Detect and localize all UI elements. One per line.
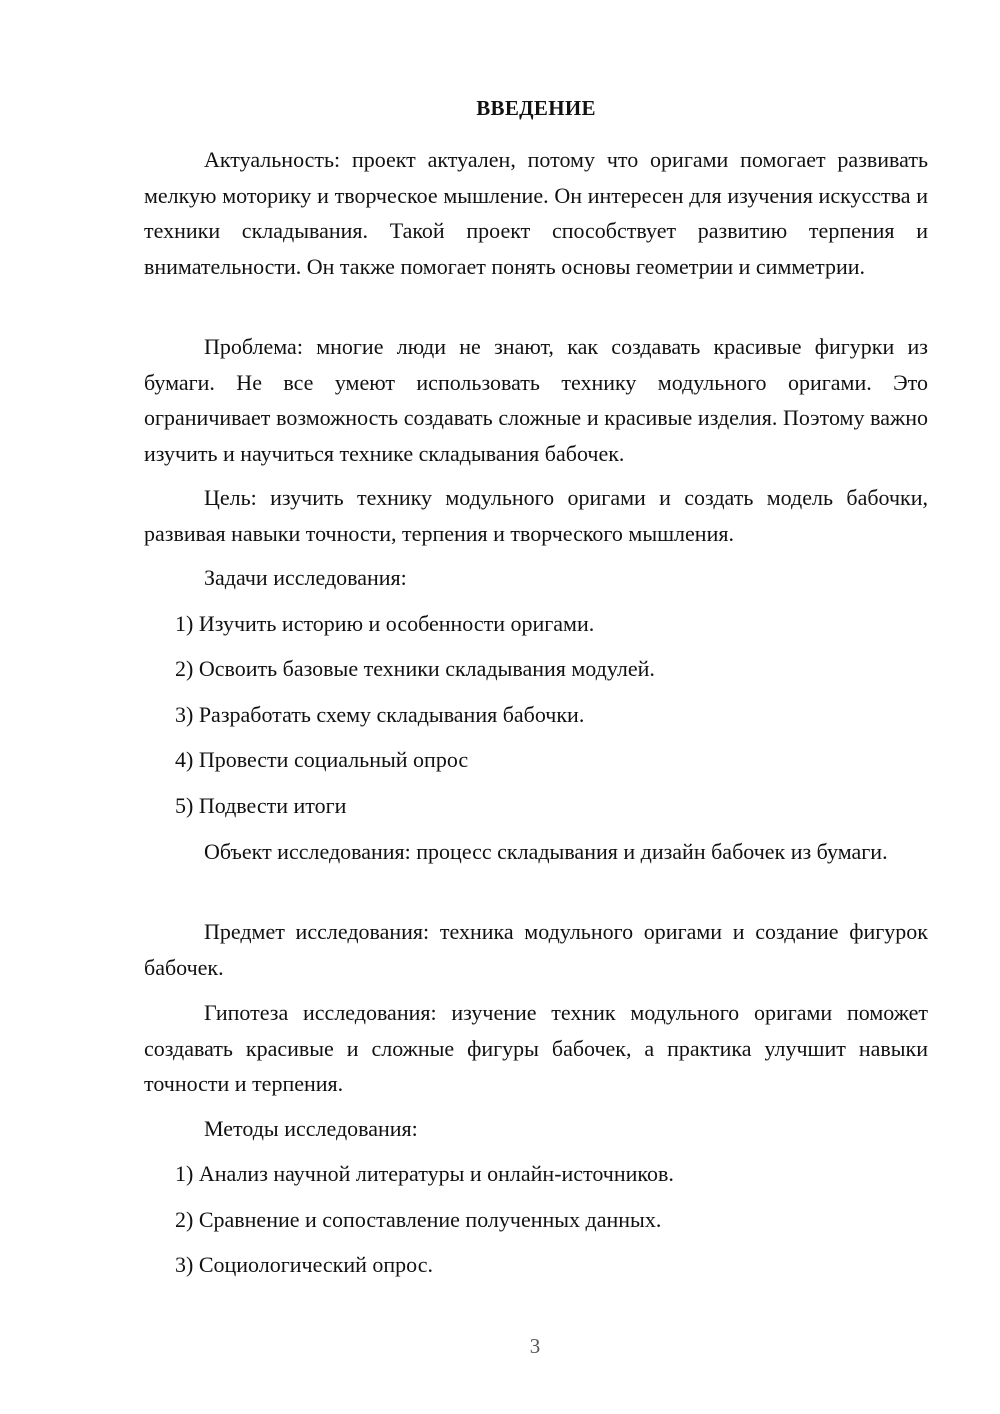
problem-paragraph: Проблема: многие люди не знают, как создавать красивые фигурки из бумаги. Не все умеют использовать технику модульного оригами. Это ограничивает возможность создавать сложные и красивые изделия. Поэтому важно изучить и научиться технике складывания бабочек. — [144, 334, 928, 466]
method-item: 3) Социологический опрос. — [175, 1252, 433, 1277]
relevance-paragraph: Актуальность: проект актуален, потому что оригами помогает развивать мелкую моторику и творческое мышление. Он интересен для изучения искусства и техники складывания. Такой проект способствует развитию терпения и внимательности. Он также помогает понять основы геометрии и симметрии. — [144, 147, 928, 279]
methods-heading: Методы исследования: — [204, 1116, 418, 1141]
tasks-heading: Задачи исследования: — [204, 565, 407, 590]
method-item: 2) Сравнение и сопоставление полученных данных. — [175, 1207, 662, 1232]
object-paragraph: Объект исследования: процесс складывания и дизайн бабочек из бумаги. — [204, 839, 888, 864]
subject-paragraph: Предмет исследования: техника модульного оригами и создание фигурок бабочек. — [144, 919, 928, 980]
task-item: 1) Изучить историю и особенности оригами. — [175, 611, 595, 636]
task-item: 5) Подвести итоги — [175, 793, 347, 818]
section-title: ВВЕДЕНИЕ — [476, 96, 596, 120]
task-item: 4) Провести социальный опрос — [175, 747, 469, 772]
page-number: 3 — [529, 1334, 541, 1358]
hypothesis-paragraph: Гипотеза исследования: изучение техник модульного оригами поможет создавать красивые и сложные фигуры бабочек, а практика улучшит навыки точности и терпения. — [144, 1000, 928, 1096]
method-item: 1) Анализ научной литературы и онлайн-источников. — [175, 1161, 674, 1186]
task-item: 3) Разработать схему складывания бабочки. — [175, 702, 585, 727]
task-item: 2) Освоить базовые техники складывания модулей. — [175, 656, 655, 681]
goal-paragraph: Цель: изучить технику модульного оригами и создать модель бабочки, развивая навыки точности, терпения и творческого мышления. — [144, 485, 928, 546]
